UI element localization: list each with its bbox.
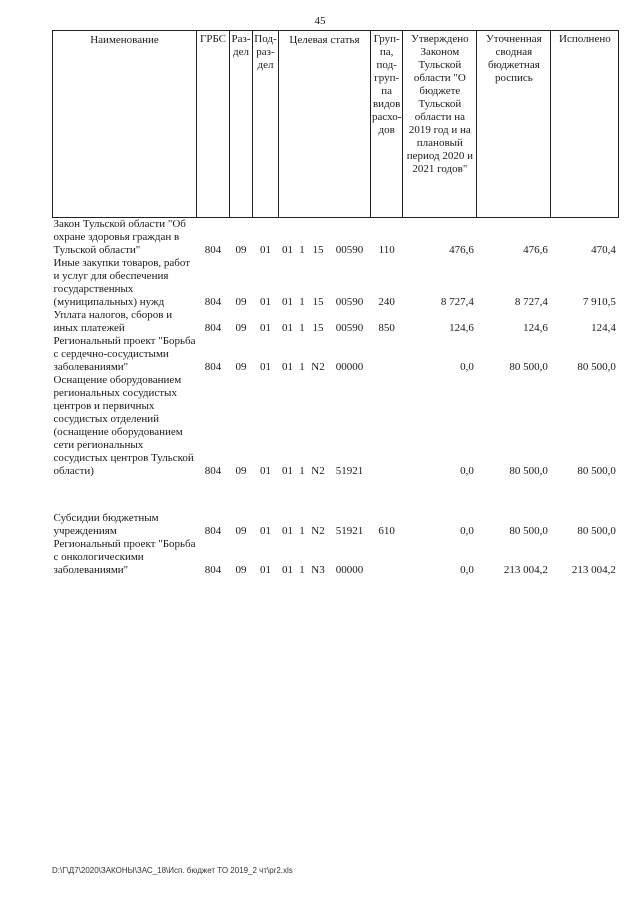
header-approved: Утверждено Законом Тульской области "О бюджете Тульской области на 2019 год и на плановый период 2020 и 2021 годов": [403, 31, 477, 218]
row-target-1: 01: [282, 296, 293, 308]
page-number: 45: [314, 15, 326, 27]
row-podrazdel: 01: [260, 564, 271, 576]
row-target-2: 1: [299, 296, 305, 308]
budget-table: [52, 30, 619, 577]
table-row: [53, 257, 619, 309]
row-target-3: 15: [312, 322, 324, 334]
table-row: [53, 512, 619, 538]
row-razdel: 09: [235, 244, 247, 256]
row-podrazdel: 01: [260, 322, 271, 334]
row-target-3: N2: [311, 465, 325, 477]
row-approved: 124,6: [449, 322, 474, 334]
row-target-1: 01: [282, 564, 293, 576]
header-grbs: ГРБС: [197, 31, 230, 218]
row-razdel: 09: [235, 525, 247, 537]
row-executed: 213 004,2: [571, 564, 616, 576]
row-group: 850: [378, 322, 395, 334]
row-podrazdel: 01: [260, 525, 271, 537]
row-target-2: 1: [299, 244, 305, 256]
row-target-2: 1: [299, 465, 305, 477]
header-razdel: Раз-дел: [230, 31, 253, 218]
row-group: 110: [378, 244, 395, 256]
row-executed: 124,4: [591, 322, 616, 334]
row-target-2: 1: [299, 361, 305, 373]
row-target-3: N3: [311, 564, 325, 576]
header-executed: Исполнено: [551, 31, 619, 218]
row-group: 240: [378, 296, 395, 308]
row-name: Уплата налогов, сборов и иных платежей: [53, 309, 173, 334]
row-target-1: 01: [282, 525, 293, 537]
row-executed: 80 500,0: [577, 465, 616, 477]
table-spacer: [53, 478, 619, 512]
row-grbs: 804: [204, 296, 222, 308]
header-target: Целевая статья: [279, 31, 371, 218]
row-target-4: 00590: [335, 296, 364, 308]
table-row: [53, 335, 619, 374]
row-razdel: 09: [235, 465, 247, 477]
row-razdel: 09: [235, 564, 247, 576]
table-row: [53, 538, 619, 577]
row-target-4: 00000: [335, 564, 364, 576]
row-target-1: 01: [282, 322, 293, 334]
row-approved: 0,0: [460, 525, 474, 537]
row-approved: 8 727,4: [440, 296, 474, 308]
row-razdel: 09: [235, 296, 247, 308]
row-group: [371, 335, 403, 374]
row-target-2: 1: [299, 322, 305, 334]
row-refined: 124,6: [523, 322, 548, 334]
row-target-4: 51921: [335, 465, 364, 477]
row-podrazdel: 01: [260, 361, 271, 373]
row-target-3: N2: [311, 361, 325, 373]
row-group: 610: [378, 525, 395, 537]
row-grbs: 804: [204, 361, 222, 373]
row-executed: 470,4: [591, 244, 616, 256]
row-name: Субсидии бюджетным учреждениям: [53, 512, 159, 537]
row-approved: 0,0: [460, 361, 474, 373]
row-podrazdel: 01: [260, 244, 271, 256]
header-refined: Уточненная сводная бюджетная роспись: [477, 31, 551, 218]
row-refined: 80 500,0: [509, 525, 548, 537]
row-grbs: 804: [204, 322, 222, 334]
row-target-3: N2: [311, 525, 325, 537]
row-refined: 80 500,0: [509, 465, 548, 477]
row-name: Оснащение оборудованием региональных сосудистых центров и первичных сосудистых отделений (оснащение оборудованием сети региональных сосудистых центров Тульской области): [53, 374, 194, 477]
header-podrazdel: Под-раз-дел: [253, 31, 279, 218]
spacer-cell: [53, 478, 619, 512]
row-name: Иные закупки товаров, работ и услуг для обеспечения государственных (муниципальных) нужд: [53, 257, 191, 308]
row-name: Закон Тульской области "Об охране здоровья граждан в Тульской области": [53, 218, 186, 256]
row-target-1: 01: [282, 465, 293, 477]
row-target-1: 01: [282, 244, 293, 256]
row-approved: 476,6: [449, 244, 474, 256]
table-row: [53, 218, 619, 258]
row-group: [371, 538, 403, 577]
row-approved: 0,0: [460, 465, 474, 477]
row-target-4: 00590: [335, 244, 364, 256]
row-target-2: 1: [299, 564, 305, 576]
row-refined: 80 500,0: [509, 361, 548, 373]
file-path-footer: D:\Г\Д7\2020\ЗАКОНЫ\ЗАС_18\Исп. бюджет ТО 2019_2 чт\pr2.xls: [52, 866, 293, 875]
header-group: Груп-па, под-груп-па видов расхо-дов: [371, 31, 403, 218]
row-grbs: 804: [204, 564, 222, 576]
row-target-3: 15: [312, 296, 324, 308]
row-name: Региональный проект "Борьба с сердечно-сосудистыми заболеваниями": [53, 335, 196, 373]
header-name: Наименование: [53, 31, 197, 218]
row-podrazdel: 01: [260, 296, 271, 308]
row-podrazdel: 01: [260, 465, 271, 477]
row-refined: 213 004,2: [503, 564, 548, 576]
row-approved: 0,0: [460, 564, 474, 576]
row-executed: 7 910,5: [582, 296, 616, 308]
table-row: [53, 374, 619, 478]
row-name: Региональный проект "Борьба с онкологическими заболеваниями": [53, 538, 196, 576]
row-grbs: 804: [204, 244, 222, 256]
row-grbs: 804: [204, 465, 222, 477]
row-target-4: 00590: [335, 322, 364, 334]
row-target-2: 1: [299, 525, 305, 537]
row-grbs: 804: [204, 525, 222, 537]
row-target-1: 01: [282, 361, 293, 373]
row-group: [371, 374, 403, 478]
row-executed: 80 500,0: [577, 525, 616, 537]
table-row: [53, 309, 619, 335]
row-refined: 8 727,4: [514, 296, 548, 308]
row-target-3: 15: [312, 244, 324, 256]
row-razdel: 09: [235, 322, 247, 334]
row-target-4: 00000: [335, 361, 364, 373]
row-razdel: 09: [235, 361, 247, 373]
row-executed: 80 500,0: [577, 361, 616, 373]
row-refined: 476,6: [523, 244, 548, 256]
header-row: [53, 31, 619, 218]
row-target-4: 51921: [335, 525, 364, 537]
